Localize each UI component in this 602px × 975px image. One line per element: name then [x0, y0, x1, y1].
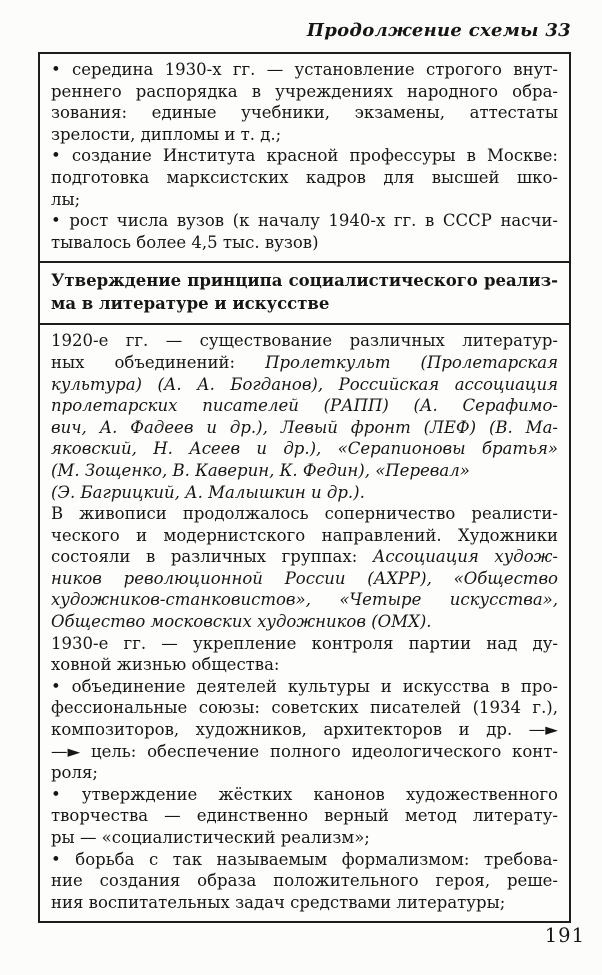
text-line	[51, 676, 558, 698]
italic-text-segment: культура) (А. А. Богданов), Российская ассоциация	[51, 374, 558, 394]
text-line	[51, 741, 558, 763]
text-line	[51, 395, 558, 417]
text-line	[51, 654, 558, 676]
text-line	[51, 568, 558, 590]
text-line	[51, 352, 558, 374]
text-segment: ние создания образа положительного героя, реше-	[51, 871, 558, 891]
text-segment: ческого и модернистского направлений. Художники	[51, 525, 558, 545]
text-segment: реннего распорядка в учреждениях народного обра-	[51, 81, 558, 101]
text-line	[51, 102, 558, 124]
scheme-cell-socialist-realism-heading	[40, 261, 569, 323]
scheme-cell-education-measures	[40, 54, 569, 261]
italic-text-segment: (М. Зощенко, В. Каверин, К. Федин), «Перевал»	[51, 460, 470, 480]
text-segment: ных объединений:	[51, 352, 266, 372]
page-number: 191	[544, 924, 585, 947]
text-segment: 1930-е гг. — укрепление контроля партии над ду-	[51, 633, 558, 653]
text-segment: • создание Института красной профессуры в Москве:	[51, 146, 558, 166]
text-segment: • утверждение жёстких канонов художественного	[51, 784, 558, 804]
text-line	[51, 482, 558, 504]
text-segment: подготовка марксистских кадров для высшей шко-	[51, 167, 558, 187]
text-line	[51, 167, 558, 189]
text-line	[51, 525, 558, 547]
text-segment: роля;	[51, 763, 98, 783]
text-segment: творчества — единственно верный метод литерату-	[51, 806, 558, 826]
italic-text-segment: Пролеткульт (Пролетарская	[265, 352, 558, 372]
text-line	[51, 892, 558, 914]
text-segment: • рост числа вузов (к началу 1940-х гг. в СССР насчи-	[51, 211, 558, 231]
text-line	[51, 870, 558, 892]
text-line	[51, 124, 558, 146]
text-line	[51, 503, 558, 525]
text-segment: • борьба с так называемым формализмом: требова-	[51, 849, 558, 869]
text-line	[51, 269, 558, 292]
scheme-cell-socialist-realism-body	[40, 323, 569, 921]
text-line	[51, 81, 558, 103]
text-line	[51, 633, 558, 655]
text-segment: тывалось более 4,5 тыс. вузов)	[51, 232, 319, 252]
text-segment: • середина 1930-х гг. — установление строгого внут-	[51, 60, 558, 79]
text-line	[51, 59, 558, 81]
italic-text-segment: Общество московских художников (ОМХ).	[51, 612, 432, 632]
text-line	[51, 189, 558, 211]
text-segment: зования: единые учебники, экзамены, аттестаты	[51, 103, 558, 123]
text-segment: ма в литературе и искусстве	[51, 294, 330, 314]
text-line	[51, 827, 558, 849]
text-line	[51, 697, 558, 719]
text-line	[51, 611, 558, 633]
text-line	[51, 460, 558, 482]
text-line	[51, 546, 558, 568]
text-line	[51, 589, 558, 611]
text-line	[51, 719, 558, 741]
text-segment: В живописи продолжалось соперничество реалисти-	[51, 504, 558, 524]
text-line	[51, 292, 558, 315]
running-head-caption: Продолжение схемы 33	[306, 20, 571, 41]
text-segment: состояли в различных группах:	[51, 547, 373, 567]
text-line	[51, 330, 558, 352]
text-segment: ния воспитательных задач средствами литературы;	[51, 892, 506, 912]
text-line	[51, 374, 558, 396]
text-line	[51, 805, 558, 827]
italic-text-segment: яковский, Н. Асеев и др.), «Серапионовы братья»	[51, 439, 558, 459]
text-line	[51, 210, 558, 232]
text-line	[51, 762, 558, 784]
scheme-table	[38, 52, 571, 923]
text-line	[51, 232, 558, 254]
text-segment: фессиональные союзы: советских писателей (1934 г.),	[51, 698, 558, 718]
text-line	[51, 145, 558, 167]
italic-text-segment: (Э. Багрицкий, А. Малышкин и др.).	[51, 482, 365, 502]
text-line	[51, 849, 558, 871]
italic-text-segment: ников революционной России (АХРР), «Общество	[51, 568, 558, 588]
italic-text-segment: художников-станковистов», «Четыре искусства»,	[51, 590, 558, 610]
text-segment: • объединение деятелей культуры и искусства в про-	[51, 676, 558, 696]
text-segment: зрелости, дипломы и т. д.;	[51, 124, 282, 144]
text-segment: 1920-е гг. — существование различных литератур-	[51, 331, 558, 351]
italic-text-segment: вич, А. Фадеев и др.), Левый фронт (ЛЕФ) (В. Ма-	[51, 417, 558, 437]
text-segment: —► цель: обеспечение полного идеологического конт-	[51, 741, 558, 761]
text-line	[51, 784, 558, 806]
italic-text-segment: пролетарских писателей (РАПП) (А. Серафимо-	[51, 396, 558, 416]
text-segment: лы;	[51, 189, 81, 209]
italic-text-segment: Ассоциация худож-	[372, 547, 559, 567]
text-line	[51, 417, 558, 439]
text-segment: композиторов, художников, архитекторов и др. —►	[51, 720, 558, 740]
text-segment: ховной жизнью общества:	[51, 655, 280, 675]
text-line	[51, 438, 558, 460]
text-segment: Утверждение принципа социалистического реализ-	[51, 271, 558, 291]
text-segment: ры — «социалистический реализм»;	[51, 828, 370, 847]
